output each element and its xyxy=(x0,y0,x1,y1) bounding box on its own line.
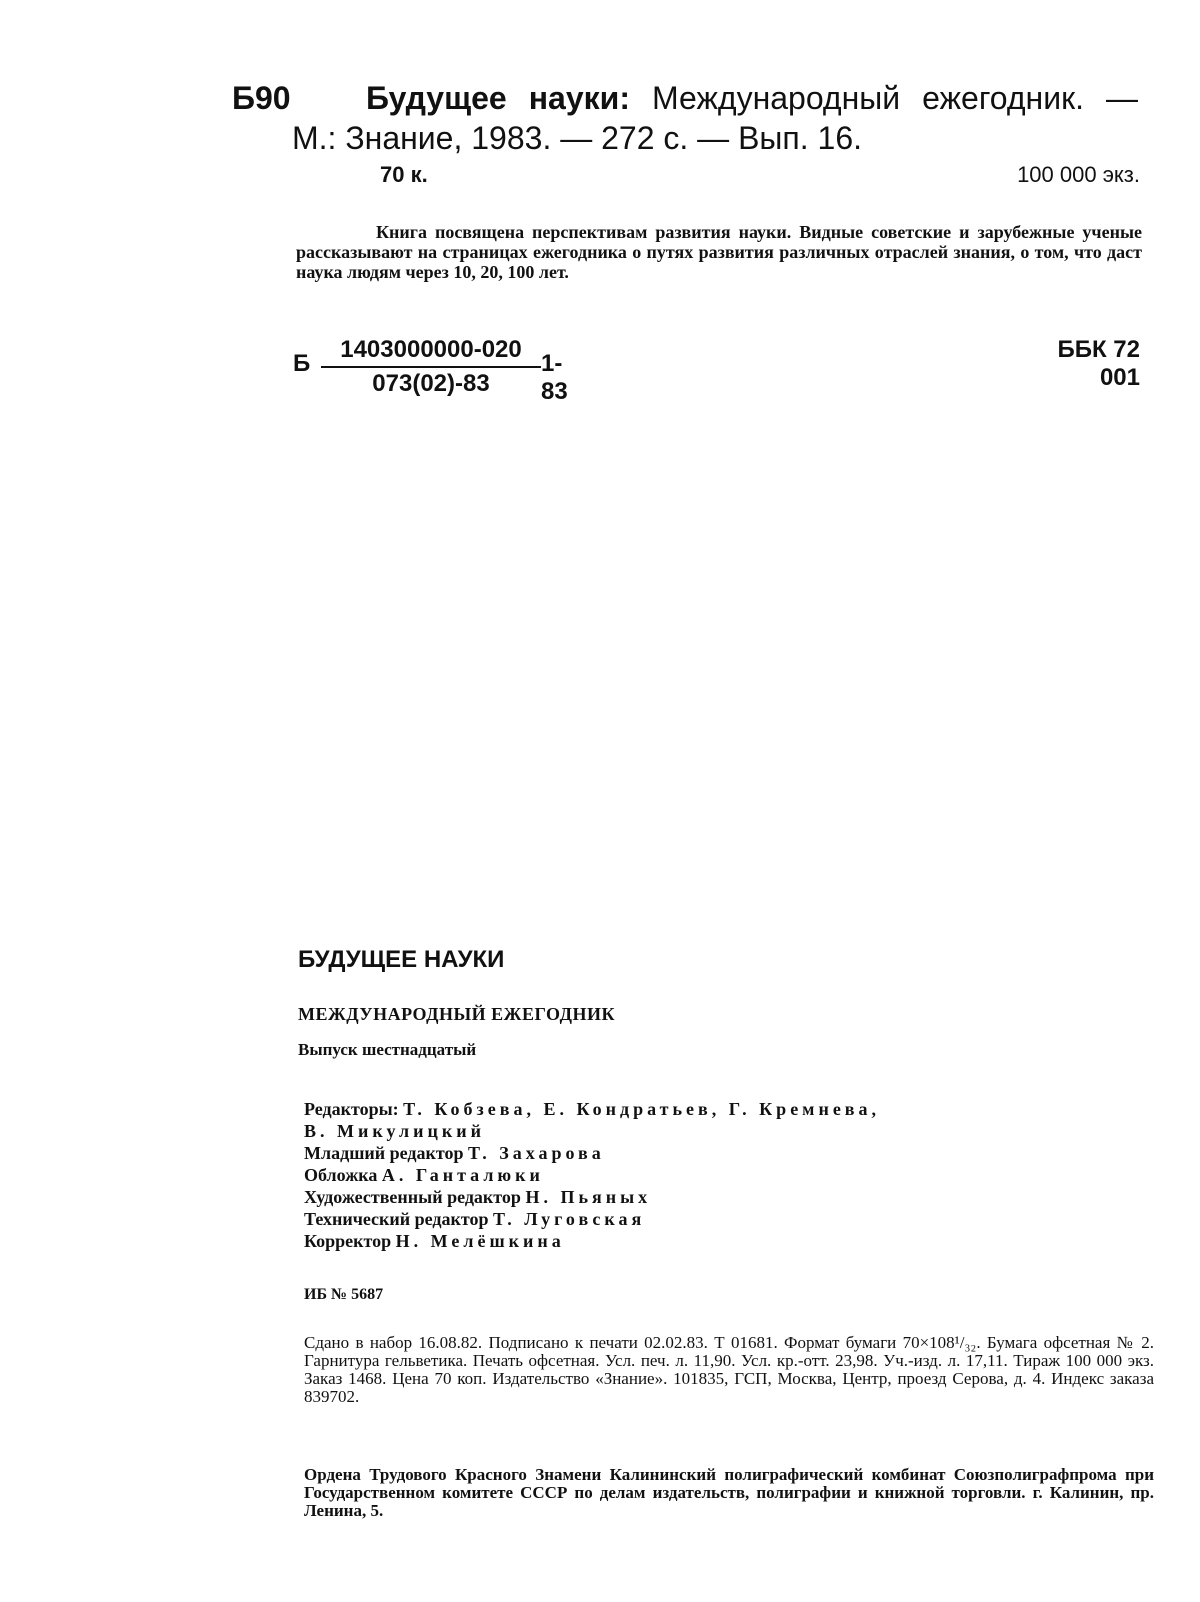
editors-label: Редакторы: xyxy=(304,1099,399,1119)
junior-editor-name: Т. Захарова xyxy=(468,1143,605,1163)
junior-editor-label: Младший редактор xyxy=(304,1143,464,1163)
bbk-block xyxy=(1057,336,1140,392)
ib-number: ИБ № 5687 xyxy=(304,1286,384,1303)
catalog-print-run: 100 000 экз. xyxy=(1017,162,1140,187)
catalog-title xyxy=(292,78,1138,158)
code-suffix: 1-83 xyxy=(541,350,568,405)
printer-info: Ордена Трудового Красного Знамени Калининский полиграфический комбинат Союзполиграфпрома при Государственном комитете СССР по делам издательств, полиграфии и книжной торговли. г. Калинин, пр. Ленина, 5. xyxy=(304,1465,1154,1520)
tech-editor-name: Т. Луговская xyxy=(493,1209,646,1229)
proofreader-name: Н. Мелёшкина xyxy=(395,1231,565,1251)
code-denominator: 073(02)-83 xyxy=(372,370,490,397)
proofreader-line xyxy=(304,1230,1064,1252)
art-editor-name: Н. Пьяных xyxy=(525,1187,652,1207)
book-title: БУДУЩЕЕ НАУКИ xyxy=(298,946,505,973)
credits-block xyxy=(304,1098,1064,1252)
catalog-title-rest: Международный ежегодник. — М.: Знание, 1983. — 272 с. — Вып. 16. xyxy=(292,80,1139,156)
bbk-label: ББК 72 xyxy=(1057,336,1140,363)
imprint-details: Сдано в набор 16.08.82. Подписано к печати 02.02.83. Т 01681. Формат бумаги 70×108¹/₃₂. Бумага офсетная № 2. Гарнитура гельветика. Печать офсетная. Усл. печ. л. 11,90. Усл. кр.-отт. 23,98. Уч.-изд. л. 17,11. Тираж 100 000 экз. Заказ 1468. Цена 70 коп. Издательство «Знание». 101835, ГСП, Москва, Центр, проезд Серова, д. 4. Индекс заказа 839702. xyxy=(304,1333,1154,1406)
catalog-index: Б90 xyxy=(232,80,291,116)
catalog-annotation: Книга посвящена перспективам развития науки. Видные советские и зарубежные ученые рассказывают на страницах ежегодника о путях развития различных отраслей знания, о том, что даст наука людям через 10, 20, 100 лет. xyxy=(296,222,1142,282)
code-numerator: 1403000000-020 xyxy=(321,336,541,368)
tech-editor-line xyxy=(304,1208,1064,1230)
art-editor-line xyxy=(304,1186,1064,1208)
cover-line xyxy=(304,1164,1064,1186)
catalog-title-bold: Будущее науки: xyxy=(366,80,630,116)
editors-line xyxy=(304,1098,1064,1120)
book-subtitle: МЕЖДУНАРОДНЫЙ ЕЖЕГОДНИК xyxy=(298,1004,616,1024)
book-issue: Выпуск шестнадцатый xyxy=(298,1040,477,1059)
cover-label: Обложка xyxy=(304,1165,378,1185)
cover-name: А. Ганталюки xyxy=(381,1165,544,1185)
editors-names-cont: В. Микулицкий xyxy=(304,1121,485,1141)
code-letter: Б xyxy=(293,350,311,377)
editors-names: Т. Кобзева, Е. Кондратьев, Г. Кремнева, xyxy=(403,1099,881,1119)
bbk-code: 001 xyxy=(1099,364,1140,391)
junior-editor-line xyxy=(304,1142,1064,1164)
art-editor-label: Художественный редактор xyxy=(304,1187,521,1207)
catalog-price: 70 к. xyxy=(380,162,428,187)
proofreader-label: Корректор xyxy=(304,1231,392,1251)
tech-editor-label: Технический редактор xyxy=(304,1209,489,1229)
